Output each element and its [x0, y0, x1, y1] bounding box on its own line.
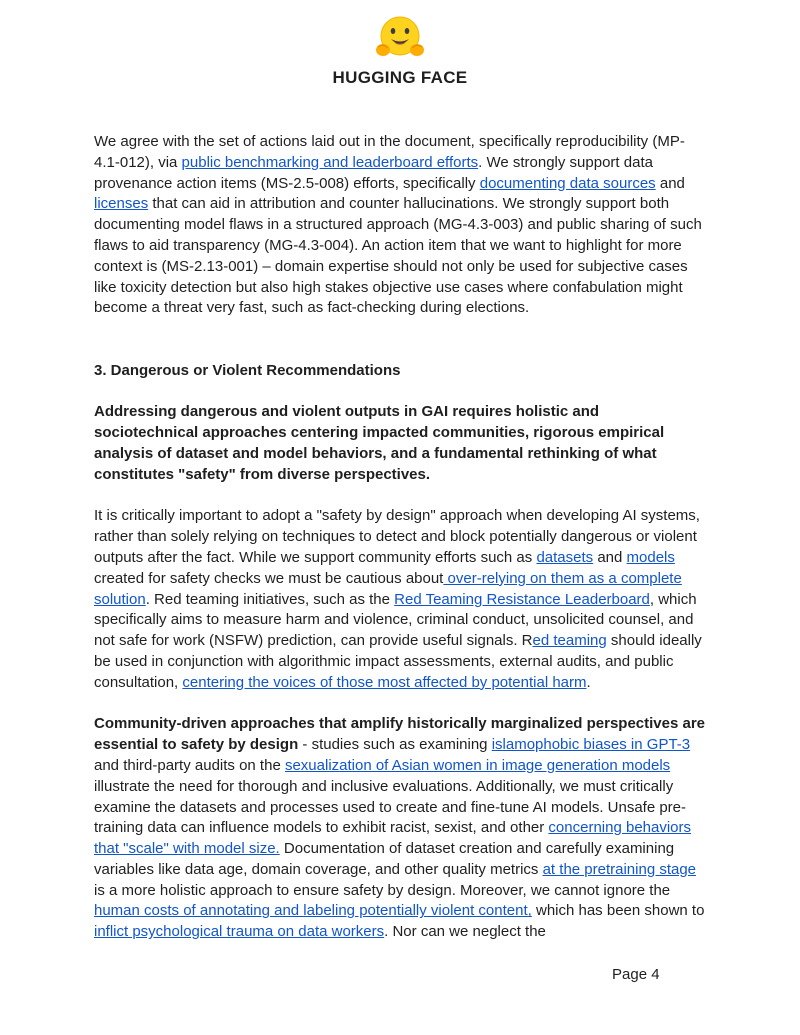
link-human-costs[interactable]: human costs of annotating and labeling potentially violent content,	[94, 902, 532, 920]
hugging-face-emoji-icon	[375, 14, 425, 62]
link-sexualization-audit[interactable]: sexualization of Asian women in image generation models	[284, 756, 671, 774]
link-public-benchmarking[interactable]: public benchmarking and leaderboard efforts	[181, 153, 479, 171]
link-documenting-data-sources[interactable]: documenting data sources	[479, 174, 656, 192]
paragraph-reproducibility	[94, 132, 706, 319]
paragraph-safety-by-design	[94, 506, 706, 693]
brand-name: HUGGING FACE	[332, 68, 468, 87]
paragraph-text: It is critically important to adopt a "safety by design" approach when developing AI systems, rather than solely relying on techniques to detect and block potentially dangerous or violent outputs after the fact. While we support community efforts such as	[94, 507, 700, 566]
paragraph-text: which has been shown to	[531, 902, 705, 920]
paragraph-text: should ideally be used in conjunction with algorithmic impact assessments, external audits, and public consultation,	[94, 632, 702, 691]
paragraph-text: . We strongly support data provenance action items (MS-2.5-008) efforts, specifically	[94, 153, 653, 192]
link-red-teaming-leaderboard[interactable]: Red Teaming Resistance Leaderboard	[394, 590, 650, 608]
paragraph-text: that can aid in attribution and counter hallucinations. We strongly support both documenting model flaws in a structured approach (MG-4.3-003) and public sharing of such flaws to aid transparency (MG-4.3-004). An action item that we want to highlight for more context is (MS-2.13-001) – domain expertise should not only be used for subjective cases like toxicity detection but also high stakes objective use cases where confabulation might become a threat very fast, such as fact-checking during elections.	[94, 195, 702, 317]
paragraph-community-driven	[94, 714, 706, 943]
paragraph-text: illustrate the need for thorough and inclusive evaluations. Additionally, we must critically examine the datasets and processes used to create and fine-tune AI models. Unsafe pre-training data can influence models to exhibit racist, sexist, and other	[94, 777, 687, 837]
link-datasets[interactable]: datasets	[536, 548, 594, 566]
page-header	[0, 14, 800, 88]
link-pretraining-stage[interactable]: at the pretraining stage	[542, 860, 697, 878]
link-licenses[interactable]: licenses	[94, 195, 149, 213]
paragraph-text: . Nor can we neglect the	[384, 923, 546, 941]
page-number: Page 4	[612, 966, 660, 983]
document-body	[94, 132, 706, 943]
paragraph-text: Documentation of dataset creation and carefully examining variables like data age, domain coverage, and other quality metrics	[94, 840, 675, 878]
link-centering-voices[interactable]: centering the voices of those most affected by potential harm	[182, 673, 587, 691]
paragraph-text: . Red teaming initiatives, such as the	[145, 590, 395, 608]
link-models[interactable]: models	[626, 548, 675, 566]
paragraph-bold-summary: Addressing dangerous and violent outputs in GAI requires holistic and sociotechnical approaches centering impacted communities, rigorous empirical analysis of dataset and model behaviors, and a fundamental rethinking of what constitutes "safety" from diverse perspectives.	[94, 403, 665, 483]
link-psychological-trauma[interactable]: inflict psychological trauma on data workers	[94, 923, 385, 941]
section-heading: 3. Dangerous or Violent Recommendations	[94, 361, 401, 379]
bold-lead-text: Community-driven approaches that amplify historically marginalized perspectives are essential to safety by design	[94, 715, 706, 754]
paragraph-text: - studies such as examining	[298, 736, 492, 754]
link-islamophobic-biases[interactable]: islamophobic biases in GPT-3	[491, 736, 691, 754]
link-over-relying[interactable]: over-relying on them as a complete solution	[94, 569, 682, 608]
paragraph-text: .	[586, 673, 591, 691]
paragraph-text: and third-party audits on the	[94, 756, 285, 774]
paragraph-text: created for safety checks we must be cautious about	[94, 569, 444, 587]
paragraph-text: and	[593, 548, 627, 566]
paragraph-text: is a more holistic approach to ensure safety by design. Moreover, we cannot ignore the	[94, 881, 671, 899]
paragraph-text: We agree with the set of actions laid out in the document, specifically reproducibility (MP-4.1-012), via	[94, 133, 685, 171]
paragraph-text: , which specifically aims to measure harm and violence, criminal conduct, unsolicited counsel, and not safe for work (NSFW) prediction, can provide useful signals. R	[94, 590, 697, 650]
paragraph-text: and	[655, 174, 685, 192]
link-concerning-behaviors[interactable]: concerning behaviors that "scale" with model size.	[94, 819, 692, 858]
link-red-teaming[interactable]: ed teaming	[532, 632, 607, 650]
